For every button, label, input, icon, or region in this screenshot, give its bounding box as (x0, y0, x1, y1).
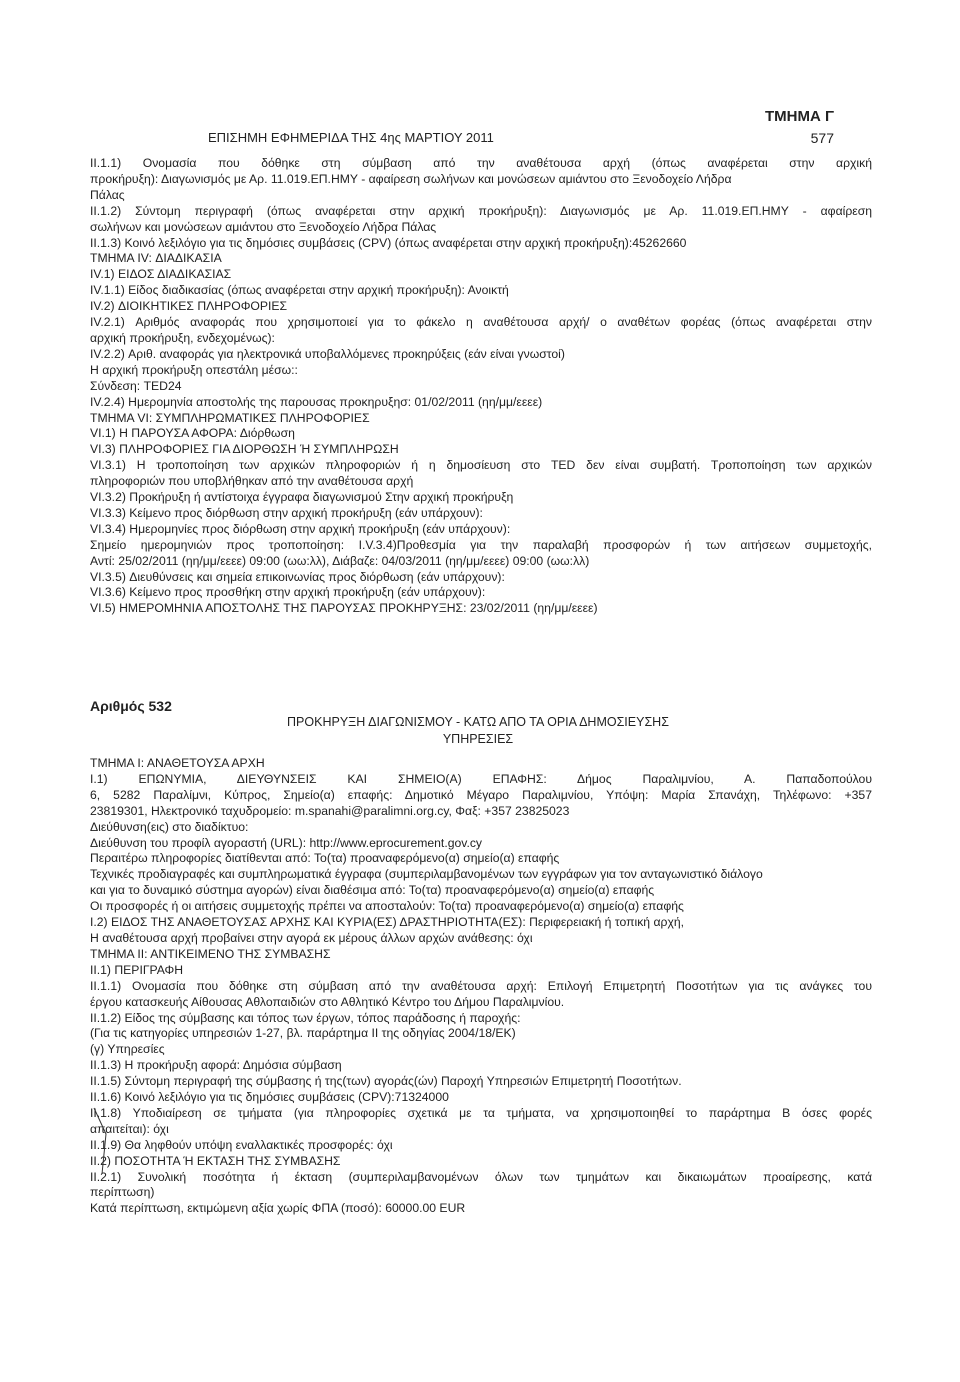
text-line: πληροφοριών που υποβλήθηκαν από την αναθέτουσα αρχή (90, 474, 414, 489)
text-line: ΙΙ.1) ΠΕΡΙΓΡΑΦΗ (90, 962, 184, 977)
text-line: VI.3.5) Διευθύνσεις και σημεία επικοινωνίας προς διόρθωση (εάν υπάρχουν): (90, 569, 505, 584)
text-line: προκήρυξη): Διαγωνισμός με Αρ. 11.019.ΕΠ.ΗΜΥ - αφαίρεση σωλήνων και μονώσεων αμιάντου στο Ξενοδοχείο Λήδρα (90, 171, 732, 186)
text-line: Κατά περίπτωση, εκτιμώμενη αξία χωρίς ΦΠΑ (ποσό): 60000.00 EUR (90, 1201, 466, 1216)
notice-title: ΠΡΟΚΗΡΥΞΗ ΔΙΑΓΩΝΙΣΜΟΥ - ΚΑΤΩ ΑΠΟ ΤΑ ΟΡΙΑ ΔΗΜΟΣΙΕΥΣΗΣ ΥΠΗΡΕΣΙΕΣ (287, 715, 669, 746)
text-line: σωλήνων και μονώσεων αμιάντου στο Ξενοδοχείο Λήδρα Πάλας (90, 219, 437, 234)
text-line: ΙΙ.1.8) Υποδιαίρεση σε τμήματα (για πληροφορίες σχετικά με τα τμήματα, να χρησιμοποιηθεί το παράρτημα Β όσες φορές (90, 1105, 872, 1120)
gazette-title: ΕΠΙΣΗΜΗ ΕΦΗΜΕΡΙΔΑ ΤΗΣ 4ης ΜΑΡΤΙΟΥ 2011 (208, 130, 494, 145)
text-line: ΙΙ.1.2) Είδος της σύμβασης και τόπος των έργων, τόπος παράδοσης ή παροχής: (90, 1010, 521, 1025)
text-line: Περαιτέρω πληροφορίες διατίθενται από: Το(τα) προαναφερόμενο(α) σημείο(α) επαφής (90, 851, 560, 866)
text-line: ΙΙ.1.1) Ονομασία που δόθηκε στη σύμβαση από την αναθέτουσα αρχή (όπως αναφέρεται στην αρχική (90, 156, 872, 170)
text-line: Σημείο ημερομηνιών προς τροποποίηση: Ι.V.3.4)Προθεσμία για την παραλαβή προσφορών ή των αιτήσεων συμμετοχής, (90, 537, 872, 552)
text-line: Πάλας (90, 187, 125, 202)
text-line: Ι.2) ΕΙΔΟΣ ΤΗΣ ΑΝΑΘΕΤΟΥΣΑΣ ΑΡΧΗΣ ΚΑΙ ΚΥΡΙΑ(ΕΣ) ΔΡΑΣΤΗΡΙΟΤΗΤΑ(ΕΣ): Περιφερειακή ή τοπική αρχή, (90, 915, 685, 930)
section-label: ΤΜΗΜΑ Γ (764, 108, 834, 125)
text-line: IV.2.2) Αριθ. αναφοράς για ηλεκτρονικά υποβαλλόμενες προκηρύξεις (εάν είναι γνωστοί) (90, 346, 565, 361)
text-line: ΙΙ.1.3) Κοινό λεξιλόγιο για τις δημόσιες συμβάσεις (CPV) (όπως αναφέρεται στην αρχική προκήρυξη):45262660 (90, 235, 687, 250)
text-line: IV.2) ΔΙΟΙΚΗΤΙΚΕΣ ΠΛΗΡΟΦΟΡΙΕΣ (90, 299, 288, 314)
margin-pen-mark (92, 1106, 120, 1176)
text-line: Οι προσφορές ή οι αιτήσεις συμμετοχής πρέπει να αποσταλούν: Το(τα) προαναφερόμενο(α) σημείο(α) επαφής (90, 899, 684, 914)
text-line: IV.1) ΕΙΔΟΣ ΔΙΑΔΙΚΑΣΙΑΣ (90, 267, 232, 282)
text-line: Αντί: 25/02/2011 (ηη/μμ/εεεε) 09:00 (ωω:λλ), Διάβαζε: 04/03/2011 (ηη/μμ/εεεε) 09:00 (ωω:λλ) (90, 553, 590, 568)
text-line: ΙΙ.1.5) Σύντομη περιγραφή της σύμβασης ή της(των) αγοράς(ών) Παροχή Υπηρεσιών Επιμετρητή Ποσοτήτων. (90, 1074, 682, 1089)
text-line: VI.3.4) Ημερομηνίες προς διόρθωση στην αρχική προκήρυξη (εάν υπάρχουν): (90, 521, 511, 536)
previous-notice-text (90, 156, 872, 617)
text-line: ΤΜΗΜΑ IV: ΔΙΑΔΙΚΑΣΙΑ (90, 251, 222, 266)
notice-number: Αριθμός 532 (90, 698, 172, 714)
text-line: ΤΜΗΜΑ VI: ΣΥΜΠΛΗΡΩΜΑΤΙΚΕΣ ΠΛΗΡΟΦΟΡΙΕΣ (90, 410, 370, 425)
text-line: ΙΙ.1.6) Κοινό λεξιλόγιο για τις δημόσιες συμβάσεις (CPV):71324000 (90, 1090, 449, 1105)
text-line: VI.3.1) Η τροποποίηση των αρχικών πληροφοριών ή η δημοσίευση στο TED δεν είναι συμβατή. Τροποποίηση των αρχικών (90, 458, 872, 473)
text-line: Τεχνικές προδιαγραφές και συμπληρωματικά έγγραφα (συμπεριλαμβανομένων των εγγράφων για τον ανταγωνιστικό διάλογο (90, 867, 763, 882)
notice-body-text (90, 756, 872, 1217)
text-line: Διεύθυνση του προφίλ αγοραστή (URL): http://www.eprocurement.gov.cy (90, 835, 483, 850)
text-line: IV.2.1) Αριθμός αναφοράς που χρησιμοποιεί για το φάκελο η αναθέτουσα αρχή/ ο αναθέτων φορέας (όπως αναφέρεται στην (90, 315, 872, 330)
text-line: ΙΙ.1.2) Σύντομη περιγραφή (όπως αναφέρεται στην αρχική προκήρυξη): Διαγωνισμός με Αρ. 11.019.ΕΠ.ΗΜΥ - αφαίρεση (90, 203, 872, 218)
text-line: ΙΙ.1.3) Η προκήρυξη αφορά: Δημόσια σύμβαση (90, 1058, 342, 1073)
text-line: IV.1.1) Είδος διαδικασίας (όπως αναφέρεται στην αρχική προκήρυξη): Ανοικτή (90, 283, 509, 298)
text-line: Σύνδεση: TED24 (90, 378, 182, 393)
text-line: VI.5) ΗΜΕΡΟΜΗΝΙΑ ΑΠΟΣΤΟΛΗΣ ΤΗΣ ΠΑΡΟΥΣΑΣ ΠΡΟΚΗΡΥΞΗΣ: 23/02/2011 (ηη/μμ/εεεε) (90, 601, 598, 616)
text-line: ΤΜΗΜΑ Ι: ΑΝΑΘΕΤΟΥΣΑ ΑΡΧΗ (90, 756, 265, 770)
text-line: Η αρχική προκήρυξη οπεστάλη μέσω:: (90, 362, 298, 377)
text-line: ΙΙ.1.9) Θα ληφθούν υπόψη εναλλακτικές προσφορές: όχι (90, 1137, 393, 1152)
text-line: VI.3.3) Κείμενο προς διόρθωση στην αρχική προκήρυξη (εάν υπάρχουν): (90, 505, 483, 520)
text-line: (γ) Υπηρεσίες (90, 1042, 165, 1057)
text-line: και για το δυναμικό σύστημα αγορών) είναι διαθέσιμα από: Το(τα) προαναφερόμενο(α) σημείο(α) επαφής (90, 883, 655, 898)
text-line: VI.1) Η ΠΑΡΟΥΣΑ ΑΦΟΡΑ: Διόρθωση (90, 426, 295, 441)
text-line: απαιτείται): όχι (90, 1121, 169, 1136)
text-line: VI.3) ΠΛΗΡΟΦΟΡΙΕΣ ΓΙΑ ΔΙΟΡΘΩΣΗ Ή ΣΥΜΠΛΗΡΩΣΗ (90, 442, 399, 457)
text-line: περίπτωση) (90, 1185, 155, 1200)
text-line: ΙΙ.2.1) Συνολική ποσότητα ή έκταση (συμπεριλαμβανομένων όλων των τμημάτων και δικαιωμάτων προαίρεσης, κατά (90, 1169, 872, 1184)
text-line: 23819301, Ηλεκτρονικό ταχυδρομείο: m.spanahi@paralimni.org.cy, Φαξ: +357 23825023 (90, 803, 570, 818)
text-line: Διεύθυνση(εις) στο διαδίκτυο: (90, 819, 249, 834)
text-line: αρχική προκήρυξη, ενδεχομένως): (90, 330, 275, 345)
text-line: ΙΙ.1.1) Ονομασία που δόθηκε στη σύμβαση από την αναθέτουσα αρχή: Επιλογή Επιμετρητή Ποσοτήτων για τις ανάγκες του (90, 978, 872, 993)
text-line: VI.3.2) Προκήρυξη ή αντίστοιχα έγγραφα διαγωνισμού Στην αρχική προκήρυξη (90, 490, 514, 505)
text-line: (Για τις κατηγορίες υπηρεσιών 1-27, βλ. παράρτημα ΙΙ της οδηγίας 2004/18/ΕΚ) (90, 1026, 516, 1041)
text-line: VI.3.6) Κείμενο προς προσθήκη στην αρχική προκήρυξη (εάν υπάρχουν): (90, 585, 486, 600)
text-line: ΙΙ.2) ΠΟΣΟΤΗΤΑ Ή ΕΚΤΑΣΗ ΤΗΣ ΣΥΜΒΑΣΗΣ (90, 1153, 341, 1168)
page-number: 577 (810, 130, 834, 146)
text-line: IV.2.4) Ημερομηνία αποστολής της παρουσας προκηρυξησ: 01/02/2011 (ηη/μμ/εεεε) (90, 394, 543, 409)
text-line: ΤΜΗΜΑ ΙΙ: ΑΝΤΙΚΕΙΜΕΝΟ ΤΗΣ ΣΥΜΒΑΣΗΣ (90, 946, 331, 961)
text-line: έργου κατασκευής Αίθουσας Αθλοπαιδιών στο Αθλητικό Κέντρο του Δήμου Παραλιμνίου. (90, 994, 565, 1009)
text-line: Η αναθέτουσα αρχή προβαίνει στην αγορά εκ μέρους άλλων αρχών ανάθεσης: όχι (90, 930, 533, 945)
text-line: 6, 5282 Παραλίμνι, Κύπρος, Σημείο(α) επαφής: Δημοτικό Μέγαρο Παραλιμνίου, Υπόψη: Μαρία Σπανάχη, Τηλέφωνο: +357 (90, 787, 872, 802)
text-line: Ι.1) ΕΠΩΝΥΜΙΑ, ΔΙΕΥΘΥΝΣΕΙΣ ΚΑΙ ΣΗΜΕΙΟ(Α) ΕΠΑΦΗΣ: Δήμος Παραλιμνίου, Α. Παπαδοπούλου (90, 771, 872, 786)
